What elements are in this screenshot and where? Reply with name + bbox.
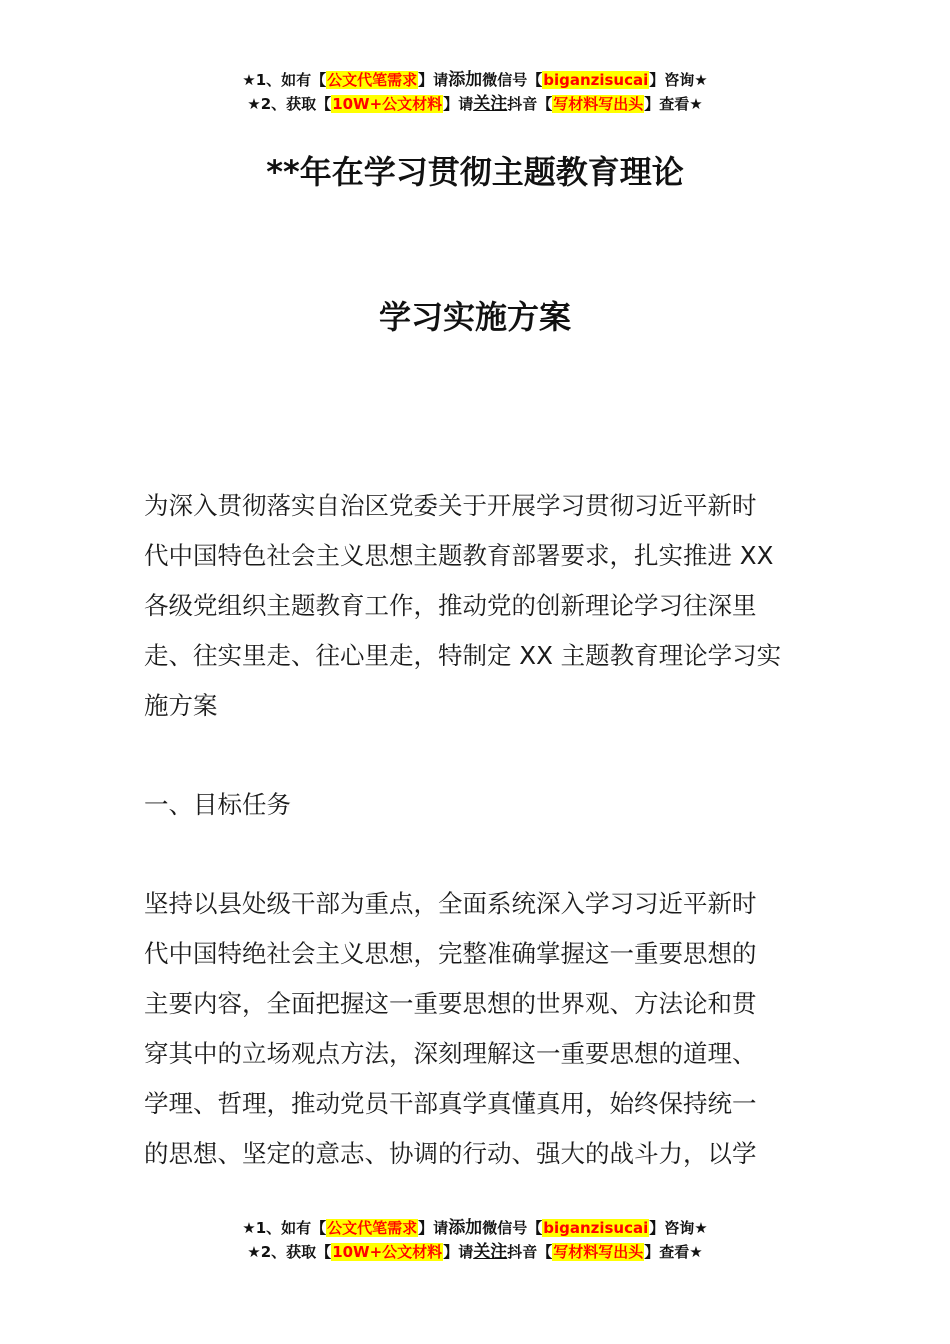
banner-highlight: 公文代笔需求 bbox=[327, 1219, 418, 1237]
banner-highlight: 10W+公文材料 bbox=[332, 1243, 443, 1261]
paragraph-line: 穿其中的立场观点方法，深刻理解这一重要思想的道理、 bbox=[144, 1039, 757, 1068]
goals-paragraph bbox=[144, 879, 810, 1179]
paragraph-line: 学理、哲理，推动党员干部真学真懂真用，始终保持统一 bbox=[144, 1089, 757, 1118]
paragraph-line: 为深入贯彻落实自治区党委关于开展学习贯彻习近平新时 bbox=[144, 491, 757, 520]
banner-text: 】请 bbox=[418, 71, 449, 89]
banner-emphasis: 添加 bbox=[448, 1218, 483, 1238]
banner-text: 】请 bbox=[418, 1219, 449, 1237]
banner-line-2 bbox=[0, 92, 950, 116]
banner-line-1 bbox=[0, 1216, 950, 1240]
banner-text: ★1、如有【 bbox=[242, 71, 327, 89]
section-heading: 一、目标任务 bbox=[144, 790, 291, 819]
paragraph-line: 各级党组织主题教育工作，推动党的创新理论学习往深里 bbox=[144, 591, 757, 620]
banner-emphasis: 关注 bbox=[473, 94, 508, 114]
banner-text: 抖音【 bbox=[507, 1243, 553, 1261]
banner-line-1 bbox=[0, 68, 950, 92]
banner-line-2 bbox=[0, 1240, 950, 1264]
paragraph-line: 的思想、坚定的意志、协调的行动、强大的战斗力，以学 bbox=[144, 1139, 757, 1168]
paragraph-line: 施方案 bbox=[144, 691, 218, 720]
footer-banner bbox=[0, 1216, 950, 1264]
banner-text: ★2、获取【 bbox=[247, 1243, 332, 1261]
banner-text: 】查看★ bbox=[644, 95, 703, 113]
paragraph-line: 代中国特色社会主义思想主题教育部署要求，扎实推进 XX bbox=[144, 541, 774, 570]
banner-highlight: 公文代笔需求 bbox=[327, 71, 418, 89]
banner-text: 】查看★ bbox=[644, 1243, 703, 1261]
banner-highlight: 写材料写出头 bbox=[553, 95, 644, 113]
banner-text: 】咨询★ bbox=[649, 1219, 708, 1237]
paragraph-line: 代中国特绝社会主义思想，完整准确掌握这一重要思想的 bbox=[144, 939, 757, 968]
document-title-line-1: **年在学习贯彻主题教育理论 bbox=[266, 153, 684, 191]
banner-text: 抖音【 bbox=[507, 95, 553, 113]
banner-text: 】请 bbox=[443, 1243, 474, 1261]
banner-text: ★2、获取【 bbox=[247, 95, 332, 113]
banner-text: 微信号【 bbox=[482, 71, 543, 89]
paragraph-line: 坚持以县处级干部为重点，全面系统深入学习习近平新时 bbox=[144, 889, 757, 918]
document-title-line-2: 学习实施方案 bbox=[378, 298, 571, 336]
intro-paragraph bbox=[144, 481, 810, 731]
banner-text: 】请 bbox=[443, 95, 474, 113]
banner-highlight: biganzisucai bbox=[543, 1219, 649, 1237]
paragraph-line: 主要内容，全面把握这一重要思想的世界观、方法论和贯 bbox=[144, 989, 757, 1018]
banner-emphasis: 添加 bbox=[448, 70, 483, 90]
banner-text: ★1、如有【 bbox=[242, 1219, 327, 1237]
banner-text: 】咨询★ bbox=[649, 71, 708, 89]
paragraph-line: 走、往实里走、往心里走，特制定 XX 主题教育理论学习实 bbox=[144, 641, 782, 670]
header-banner bbox=[0, 68, 950, 116]
banner-highlight: 写材料写出头 bbox=[553, 1243, 644, 1261]
banner-highlight: 10W+公文材料 bbox=[332, 95, 443, 113]
banner-emphasis: 关注 bbox=[473, 1242, 508, 1262]
banner-highlight: biganzisucai bbox=[543, 71, 649, 89]
banner-text: 微信号【 bbox=[482, 1219, 543, 1237]
